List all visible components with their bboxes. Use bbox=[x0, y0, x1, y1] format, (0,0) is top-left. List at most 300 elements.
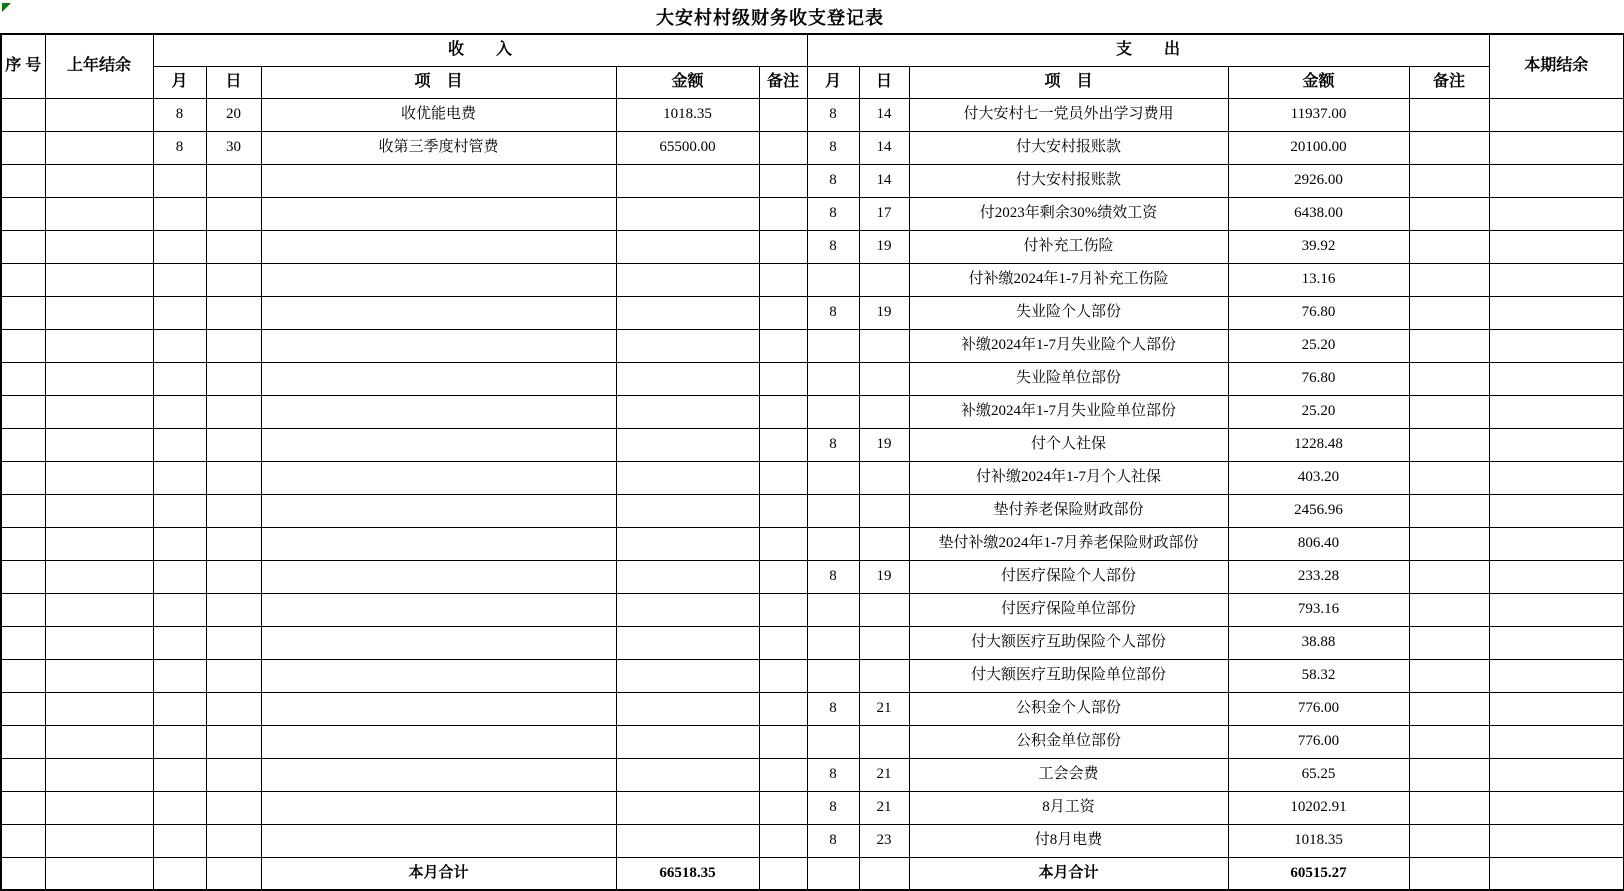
income-amount-cell[interactable] bbox=[616, 494, 759, 527]
prev-balance-cell[interactable] bbox=[45, 428, 153, 461]
expense-note-cell[interactable] bbox=[1409, 857, 1489, 890]
serial-cell[interactable] bbox=[1, 428, 45, 461]
expense-month-cell[interactable]: 8 bbox=[807, 824, 859, 857]
expense-note-cell[interactable] bbox=[1409, 131, 1489, 164]
income-item-cell[interactable] bbox=[261, 263, 616, 296]
prev-balance-cell[interactable] bbox=[45, 263, 153, 296]
expense-note-cell[interactable] bbox=[1409, 428, 1489, 461]
expense-month-cell[interactable] bbox=[807, 626, 859, 659]
expense-note-cell[interactable] bbox=[1409, 395, 1489, 428]
income-item-cell[interactable] bbox=[261, 296, 616, 329]
income-month-cell[interactable] bbox=[153, 164, 206, 197]
income-item-cell[interactable] bbox=[261, 362, 616, 395]
income-item-cell[interactable]: 收优能电费 bbox=[261, 98, 616, 131]
expense-item-cell[interactable]: 垫付养老保险财政部份 bbox=[909, 494, 1228, 527]
income-month-cell[interactable] bbox=[153, 725, 206, 758]
expense-note-cell[interactable] bbox=[1409, 593, 1489, 626]
income-item-cell[interactable] bbox=[261, 230, 616, 263]
expense-amount-cell[interactable]: 1018.35 bbox=[1228, 824, 1409, 857]
expense-month-cell[interactable] bbox=[807, 395, 859, 428]
expense-amount-cell[interactable]: 776.00 bbox=[1228, 725, 1409, 758]
serial-cell[interactable] bbox=[1, 98, 45, 131]
serial-cell[interactable] bbox=[1, 659, 45, 692]
income-month-cell[interactable] bbox=[153, 395, 206, 428]
income-month-cell[interactable] bbox=[153, 758, 206, 791]
expense-day-cell[interactable] bbox=[859, 362, 909, 395]
header-serial[interactable]: 序 号 bbox=[1, 34, 45, 98]
income-day-cell[interactable] bbox=[206, 593, 261, 626]
expense-month-cell[interactable] bbox=[807, 857, 859, 890]
income-note-cell[interactable] bbox=[759, 593, 807, 626]
current-balance-cell[interactable] bbox=[1489, 131, 1624, 164]
income-day-cell[interactable] bbox=[206, 527, 261, 560]
income-item-cell[interactable] bbox=[261, 692, 616, 725]
current-balance-cell[interactable] bbox=[1489, 494, 1624, 527]
expense-item-cell[interactable]: 公积金个人部份 bbox=[909, 692, 1228, 725]
income-note-cell[interactable] bbox=[759, 296, 807, 329]
expense-amount-cell[interactable]: 2456.96 bbox=[1228, 494, 1409, 527]
income-note-cell[interactable] bbox=[759, 626, 807, 659]
current-balance-cell[interactable] bbox=[1489, 362, 1624, 395]
prev-balance-cell[interactable] bbox=[45, 494, 153, 527]
income-note-cell[interactable] bbox=[759, 230, 807, 263]
expense-month-cell[interactable]: 8 bbox=[807, 428, 859, 461]
expense-day-cell[interactable] bbox=[859, 395, 909, 428]
expense-item-cell[interactable]: 付大安村报账款 bbox=[909, 131, 1228, 164]
header-income-item[interactable]: 项 目 bbox=[261, 66, 616, 98]
expense-item-cell[interactable]: 公积金单位部份 bbox=[909, 725, 1228, 758]
expense-amount-cell[interactable]: 76.80 bbox=[1228, 362, 1409, 395]
income-item-cell[interactable] bbox=[261, 461, 616, 494]
expense-day-cell[interactable]: 21 bbox=[859, 791, 909, 824]
expense-day-cell[interactable]: 19 bbox=[859, 296, 909, 329]
current-balance-cell[interactable] bbox=[1489, 197, 1624, 230]
expense-amount-cell[interactable]: 793.16 bbox=[1228, 593, 1409, 626]
expense-month-cell[interactable] bbox=[807, 461, 859, 494]
income-item-cell[interactable] bbox=[261, 395, 616, 428]
expense-amount-cell[interactable]: 20100.00 bbox=[1228, 131, 1409, 164]
expense-item-cell[interactable]: 付大额医疗互助保险个人部份 bbox=[909, 626, 1228, 659]
expense-month-cell[interactable]: 8 bbox=[807, 98, 859, 131]
serial-cell[interactable] bbox=[1, 197, 45, 230]
income-day-cell[interactable] bbox=[206, 758, 261, 791]
prev-balance-cell[interactable] bbox=[45, 692, 153, 725]
header-income-amount[interactable]: 金额 bbox=[616, 66, 759, 98]
income-amount-cell[interactable] bbox=[616, 197, 759, 230]
serial-cell[interactable] bbox=[1, 593, 45, 626]
expense-day-cell[interactable]: 21 bbox=[859, 758, 909, 791]
income-day-cell[interactable] bbox=[206, 824, 261, 857]
expense-month-cell[interactable]: 8 bbox=[807, 164, 859, 197]
expense-note-cell[interactable] bbox=[1409, 527, 1489, 560]
serial-cell[interactable] bbox=[1, 395, 45, 428]
serial-cell[interactable] bbox=[1, 527, 45, 560]
income-month-cell[interactable] bbox=[153, 560, 206, 593]
header-expense-note[interactable]: 备注 bbox=[1409, 66, 1489, 98]
income-amount-cell[interactable] bbox=[616, 461, 759, 494]
current-balance-cell[interactable] bbox=[1489, 758, 1624, 791]
current-balance-cell[interactable] bbox=[1489, 659, 1624, 692]
current-balance-cell[interactable] bbox=[1489, 626, 1624, 659]
serial-cell[interactable] bbox=[1, 164, 45, 197]
current-balance-cell[interactable] bbox=[1489, 461, 1624, 494]
income-note-cell[interactable] bbox=[759, 362, 807, 395]
prev-balance-cell[interactable] bbox=[45, 230, 153, 263]
income-month-cell[interactable] bbox=[153, 362, 206, 395]
serial-cell[interactable] bbox=[1, 230, 45, 263]
current-balance-cell[interactable] bbox=[1489, 296, 1624, 329]
expense-note-cell[interactable] bbox=[1409, 725, 1489, 758]
income-amount-cell[interactable] bbox=[616, 362, 759, 395]
expense-amount-cell[interactable]: 58.32 bbox=[1228, 659, 1409, 692]
expense-month-cell[interactable]: 8 bbox=[807, 197, 859, 230]
prev-balance-cell[interactable] bbox=[45, 626, 153, 659]
header-prev-balance[interactable]: 上年结余 bbox=[45, 34, 153, 98]
expense-amount-cell[interactable]: 76.80 bbox=[1228, 296, 1409, 329]
income-amount-cell[interactable] bbox=[616, 263, 759, 296]
expense-day-cell[interactable]: 14 bbox=[859, 164, 909, 197]
income-month-cell[interactable] bbox=[153, 329, 206, 362]
prev-balance-cell[interactable] bbox=[45, 857, 153, 890]
serial-cell[interactable] bbox=[1, 329, 45, 362]
expense-day-cell[interactable]: 14 bbox=[859, 98, 909, 131]
income-day-cell[interactable] bbox=[206, 263, 261, 296]
expense-amount-cell[interactable]: 233.28 bbox=[1228, 560, 1409, 593]
expense-day-cell[interactable] bbox=[859, 725, 909, 758]
expense-item-cell[interactable]: 付补充工伤险 bbox=[909, 230, 1228, 263]
expense-day-cell[interactable] bbox=[859, 329, 909, 362]
prev-balance-cell[interactable] bbox=[45, 131, 153, 164]
expense-month-cell[interactable]: 8 bbox=[807, 758, 859, 791]
expense-month-cell[interactable]: 8 bbox=[807, 131, 859, 164]
expense-item-cell[interactable]: 失业险个人部份 bbox=[909, 296, 1228, 329]
expense-day-cell[interactable]: 23 bbox=[859, 824, 909, 857]
income-month-cell[interactable] bbox=[153, 791, 206, 824]
header-current-balance[interactable]: 本期结余 bbox=[1489, 34, 1624, 98]
income-month-cell[interactable] bbox=[153, 593, 206, 626]
income-note-cell[interactable] bbox=[759, 527, 807, 560]
income-item-cell[interactable] bbox=[261, 626, 616, 659]
income-item-cell[interactable] bbox=[261, 560, 616, 593]
expense-item-cell[interactable]: 付大安村报账款 bbox=[909, 164, 1228, 197]
expense-amount-cell[interactable]: 403.20 bbox=[1228, 461, 1409, 494]
income-day-cell[interactable] bbox=[206, 494, 261, 527]
prev-balance-cell[interactable] bbox=[45, 164, 153, 197]
income-item-cell[interactable] bbox=[261, 725, 616, 758]
current-balance-cell[interactable] bbox=[1489, 824, 1624, 857]
income-item-cell[interactable] bbox=[261, 329, 616, 362]
expense-month-cell[interactable]: 8 bbox=[807, 791, 859, 824]
expense-day-cell[interactable] bbox=[859, 857, 909, 890]
income-day-cell[interactable] bbox=[206, 164, 261, 197]
expense-note-cell[interactable] bbox=[1409, 560, 1489, 593]
income-note-cell[interactable] bbox=[759, 725, 807, 758]
expense-note-cell[interactable] bbox=[1409, 758, 1489, 791]
income-month-cell[interactable] bbox=[153, 461, 206, 494]
income-note-cell[interactable] bbox=[759, 98, 807, 131]
income-amount-cell[interactable] bbox=[616, 758, 759, 791]
expense-item-cell[interactable]: 付大额医疗互助保险单位部份 bbox=[909, 659, 1228, 692]
income-note-cell[interactable] bbox=[759, 758, 807, 791]
income-item-cell[interactable] bbox=[261, 758, 616, 791]
expense-day-cell[interactable] bbox=[859, 461, 909, 494]
expense-day-cell[interactable]: 19 bbox=[859, 230, 909, 263]
expense-note-cell[interactable] bbox=[1409, 362, 1489, 395]
income-day-cell[interactable] bbox=[206, 329, 261, 362]
income-note-cell[interactable] bbox=[759, 329, 807, 362]
prev-balance-cell[interactable] bbox=[45, 527, 153, 560]
prev-balance-cell[interactable] bbox=[45, 758, 153, 791]
income-day-cell[interactable] bbox=[206, 659, 261, 692]
income-month-cell[interactable]: 8 bbox=[153, 98, 206, 131]
expense-item-cell[interactable]: 补缴2024年1-7月失业险个人部份 bbox=[909, 329, 1228, 362]
prev-balance-cell[interactable] bbox=[45, 395, 153, 428]
serial-cell[interactable] bbox=[1, 263, 45, 296]
current-balance-cell[interactable] bbox=[1489, 692, 1624, 725]
expense-note-cell[interactable] bbox=[1409, 329, 1489, 362]
expense-month-cell[interactable]: 8 bbox=[807, 692, 859, 725]
current-balance-cell[interactable] bbox=[1489, 428, 1624, 461]
expense-note-cell[interactable] bbox=[1409, 230, 1489, 263]
expense-month-cell[interactable] bbox=[807, 494, 859, 527]
prev-balance-cell[interactable] bbox=[45, 593, 153, 626]
income-month-cell[interactable] bbox=[153, 857, 206, 890]
income-amount-cell[interactable] bbox=[616, 395, 759, 428]
income-day-cell[interactable] bbox=[206, 626, 261, 659]
income-month-cell[interactable] bbox=[153, 230, 206, 263]
serial-cell[interactable] bbox=[1, 758, 45, 791]
income-month-cell[interactable] bbox=[153, 824, 206, 857]
header-expense-section[interactable]: 支 出 bbox=[807, 34, 1489, 66]
income-note-cell[interactable] bbox=[759, 857, 807, 890]
header-income-month[interactable]: 月 bbox=[153, 66, 206, 98]
expense-amount-cell[interactable]: 39.92 bbox=[1228, 230, 1409, 263]
prev-balance-cell[interactable] bbox=[45, 791, 153, 824]
expense-amount-cell[interactable]: 2926.00 bbox=[1228, 164, 1409, 197]
current-balance-cell[interactable] bbox=[1489, 725, 1624, 758]
income-amount-cell[interactable] bbox=[616, 659, 759, 692]
expense-item-cell[interactable]: 付8月电费 bbox=[909, 824, 1228, 857]
expense-day-cell[interactable]: 14 bbox=[859, 131, 909, 164]
income-amount-cell[interactable] bbox=[616, 824, 759, 857]
current-balance-cell[interactable] bbox=[1489, 263, 1624, 296]
expense-amount-cell[interactable]: 776.00 bbox=[1228, 692, 1409, 725]
expense-month-cell[interactable] bbox=[807, 659, 859, 692]
income-amount-cell[interactable] bbox=[616, 230, 759, 263]
income-day-cell[interactable] bbox=[206, 296, 261, 329]
prev-balance-cell[interactable] bbox=[45, 725, 153, 758]
income-month-cell[interactable] bbox=[153, 428, 206, 461]
income-day-cell[interactable] bbox=[206, 692, 261, 725]
serial-cell[interactable] bbox=[1, 857, 45, 890]
prev-balance-cell[interactable] bbox=[45, 461, 153, 494]
expense-day-cell[interactable] bbox=[859, 659, 909, 692]
income-item-cell[interactable] bbox=[261, 593, 616, 626]
serial-cell[interactable] bbox=[1, 560, 45, 593]
prev-balance-cell[interactable] bbox=[45, 296, 153, 329]
current-balance-cell[interactable] bbox=[1489, 164, 1624, 197]
income-amount-cell[interactable] bbox=[616, 527, 759, 560]
income-day-cell[interactable] bbox=[206, 857, 261, 890]
expense-total-amount-cell[interactable]: 60515.27 bbox=[1228, 857, 1409, 890]
expense-month-cell[interactable]: 8 bbox=[807, 560, 859, 593]
expense-note-cell[interactable] bbox=[1409, 626, 1489, 659]
header-expense-day[interactable]: 日 bbox=[859, 66, 909, 98]
income-amount-cell[interactable] bbox=[616, 428, 759, 461]
expense-day-cell[interactable]: 21 bbox=[859, 692, 909, 725]
expense-day-cell[interactable] bbox=[859, 593, 909, 626]
income-note-cell[interactable] bbox=[759, 131, 807, 164]
income-month-cell[interactable] bbox=[153, 494, 206, 527]
expense-note-cell[interactable] bbox=[1409, 164, 1489, 197]
header-expense-item[interactable]: 项 目 bbox=[909, 66, 1228, 98]
expense-note-cell[interactable] bbox=[1409, 791, 1489, 824]
income-day-cell[interactable] bbox=[206, 362, 261, 395]
current-balance-cell[interactable] bbox=[1489, 329, 1624, 362]
expense-day-cell[interactable] bbox=[859, 527, 909, 560]
income-item-cell[interactable] bbox=[261, 659, 616, 692]
expense-amount-cell[interactable]: 10202.91 bbox=[1228, 791, 1409, 824]
expense-month-cell[interactable] bbox=[807, 725, 859, 758]
income-month-cell[interactable] bbox=[153, 527, 206, 560]
income-note-cell[interactable] bbox=[759, 164, 807, 197]
income-amount-cell[interactable] bbox=[616, 725, 759, 758]
expense-note-cell[interactable] bbox=[1409, 98, 1489, 131]
income-day-cell[interactable] bbox=[206, 428, 261, 461]
header-income-note[interactable]: 备注 bbox=[759, 66, 807, 98]
prev-balance-cell[interactable] bbox=[45, 362, 153, 395]
expense-day-cell[interactable] bbox=[859, 626, 909, 659]
expense-amount-cell[interactable]: 6438.00 bbox=[1228, 197, 1409, 230]
income-amount-cell[interactable] bbox=[616, 560, 759, 593]
income-month-cell[interactable] bbox=[153, 197, 206, 230]
expense-note-cell[interactable] bbox=[1409, 659, 1489, 692]
expense-note-cell[interactable] bbox=[1409, 197, 1489, 230]
serial-cell[interactable] bbox=[1, 626, 45, 659]
income-day-cell[interactable] bbox=[206, 560, 261, 593]
income-item-cell[interactable] bbox=[261, 197, 616, 230]
income-note-cell[interactable] bbox=[759, 692, 807, 725]
expense-note-cell[interactable] bbox=[1409, 263, 1489, 296]
expense-amount-cell[interactable]: 806.40 bbox=[1228, 527, 1409, 560]
expense-note-cell[interactable] bbox=[1409, 296, 1489, 329]
expense-item-cell[interactable]: 补缴2024年1-7月失业险单位部份 bbox=[909, 395, 1228, 428]
expense-note-cell[interactable] bbox=[1409, 692, 1489, 725]
income-day-cell[interactable] bbox=[206, 230, 261, 263]
expense-amount-cell[interactable]: 65.25 bbox=[1228, 758, 1409, 791]
header-income-section[interactable]: 收 入 bbox=[153, 34, 807, 66]
expense-amount-cell[interactable]: 25.20 bbox=[1228, 395, 1409, 428]
expense-day-cell[interactable]: 17 bbox=[859, 197, 909, 230]
header-expense-month[interactable]: 月 bbox=[807, 66, 859, 98]
expense-item-cell[interactable]: 付医疗保险单位部份 bbox=[909, 593, 1228, 626]
expense-item-cell[interactable]: 付2023年剩余30%绩效工资 bbox=[909, 197, 1228, 230]
income-note-cell[interactable] bbox=[759, 263, 807, 296]
expense-amount-cell[interactable]: 13.16 bbox=[1228, 263, 1409, 296]
expense-month-cell[interactable] bbox=[807, 263, 859, 296]
expense-amount-cell[interactable]: 11937.00 bbox=[1228, 98, 1409, 131]
expense-amount-cell[interactable]: 25.20 bbox=[1228, 329, 1409, 362]
income-item-cell[interactable]: 收第三季度村管费 bbox=[261, 131, 616, 164]
income-amount-cell[interactable]: 1018.35 bbox=[616, 98, 759, 131]
serial-cell[interactable] bbox=[1, 725, 45, 758]
income-amount-cell[interactable] bbox=[616, 626, 759, 659]
serial-cell[interactable] bbox=[1, 692, 45, 725]
expense-item-cell[interactable]: 垫付补缴2024年1-7月养老保险财政部份 bbox=[909, 527, 1228, 560]
serial-cell[interactable] bbox=[1, 461, 45, 494]
income-day-cell[interactable]: 20 bbox=[206, 98, 261, 131]
current-balance-cell[interactable] bbox=[1489, 791, 1624, 824]
expense-item-cell[interactable]: 付个人社保 bbox=[909, 428, 1228, 461]
expense-amount-cell[interactable]: 1228.48 bbox=[1228, 428, 1409, 461]
income-day-cell[interactable]: 30 bbox=[206, 131, 261, 164]
prev-balance-cell[interactable] bbox=[45, 560, 153, 593]
income-item-cell[interactable] bbox=[261, 494, 616, 527]
income-amount-cell[interactable] bbox=[616, 329, 759, 362]
income-item-cell[interactable] bbox=[261, 824, 616, 857]
expense-note-cell[interactable] bbox=[1409, 494, 1489, 527]
income-amount-cell[interactable] bbox=[616, 593, 759, 626]
income-day-cell[interactable] bbox=[206, 395, 261, 428]
income-month-cell[interactable]: 8 bbox=[153, 131, 206, 164]
current-balance-cell[interactable] bbox=[1489, 857, 1624, 890]
expense-month-cell[interactable] bbox=[807, 362, 859, 395]
expense-item-cell[interactable]: 付医疗保险个人部份 bbox=[909, 560, 1228, 593]
income-amount-cell[interactable] bbox=[616, 791, 759, 824]
serial-cell[interactable] bbox=[1, 494, 45, 527]
prev-balance-cell[interactable] bbox=[45, 329, 153, 362]
income-day-cell[interactable] bbox=[206, 461, 261, 494]
income-note-cell[interactable] bbox=[759, 560, 807, 593]
expense-day-cell[interactable]: 19 bbox=[859, 428, 909, 461]
income-amount-cell[interactable]: 65500.00 bbox=[616, 131, 759, 164]
prev-balance-cell[interactable] bbox=[45, 197, 153, 230]
serial-cell[interactable] bbox=[1, 362, 45, 395]
current-balance-cell[interactable] bbox=[1489, 395, 1624, 428]
current-balance-cell[interactable] bbox=[1489, 230, 1624, 263]
expense-day-cell[interactable] bbox=[859, 494, 909, 527]
income-month-cell[interactable] bbox=[153, 296, 206, 329]
expense-day-cell[interactable]: 19 bbox=[859, 560, 909, 593]
expense-item-cell[interactable]: 付补缴2024年1-7月补充工伤险 bbox=[909, 263, 1228, 296]
income-note-cell[interactable] bbox=[759, 791, 807, 824]
serial-cell[interactable] bbox=[1, 824, 45, 857]
expense-amount-cell[interactable]: 38.88 bbox=[1228, 626, 1409, 659]
income-day-cell[interactable] bbox=[206, 197, 261, 230]
income-month-cell[interactable] bbox=[153, 659, 206, 692]
income-item-cell[interactable] bbox=[261, 164, 616, 197]
expense-month-cell[interactable] bbox=[807, 527, 859, 560]
expense-day-cell[interactable] bbox=[859, 263, 909, 296]
expense-month-cell[interactable]: 8 bbox=[807, 296, 859, 329]
expense-item-cell[interactable]: 付大安村七一党员外出学习费用 bbox=[909, 98, 1228, 131]
income-total-label-cell[interactable]: 本月合计 bbox=[261, 857, 616, 890]
prev-balance-cell[interactable] bbox=[45, 98, 153, 131]
income-month-cell[interactable] bbox=[153, 263, 206, 296]
income-day-cell[interactable] bbox=[206, 725, 261, 758]
income-day-cell[interactable] bbox=[206, 791, 261, 824]
expense-item-cell[interactable]: 失业险单位部份 bbox=[909, 362, 1228, 395]
serial-cell[interactable] bbox=[1, 296, 45, 329]
income-item-cell[interactable] bbox=[261, 791, 616, 824]
expense-item-cell[interactable]: 付补缴2024年1-7月个人社保 bbox=[909, 461, 1228, 494]
expense-note-cell[interactable] bbox=[1409, 461, 1489, 494]
income-amount-cell[interactable] bbox=[616, 296, 759, 329]
income-month-cell[interactable] bbox=[153, 692, 206, 725]
income-note-cell[interactable] bbox=[759, 461, 807, 494]
income-note-cell[interactable] bbox=[759, 659, 807, 692]
income-total-amount-cell[interactable]: 66518.35 bbox=[616, 857, 759, 890]
